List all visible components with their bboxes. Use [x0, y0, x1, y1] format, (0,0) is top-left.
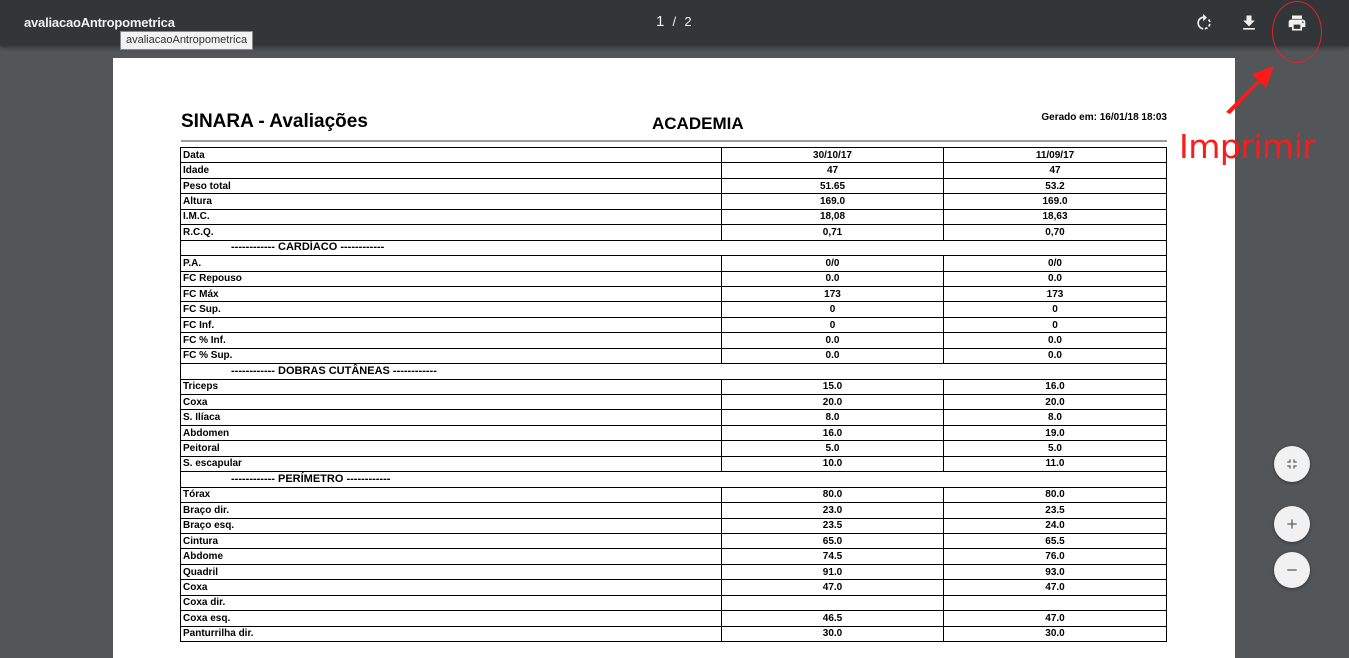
table-row	[181, 533, 1167, 548]
value-cell-2: 30.0	[944, 626, 1167, 641]
value-cell-1: 51.65	[722, 178, 944, 193]
value-cell-2: 0/0	[944, 256, 1167, 271]
row-label: Peso total	[181, 178, 722, 193]
page-separator: /	[672, 14, 677, 29]
value-cell-2: 47.0	[944, 580, 1167, 595]
zoom-in-button[interactable]	[1274, 506, 1310, 542]
value-cell-2: 11/09/17	[944, 148, 1167, 163]
assessment-table	[180, 147, 1167, 642]
fit-to-page-icon	[1284, 456, 1300, 472]
value-cell-2: 47.0	[944, 611, 1167, 626]
value-cell-2: 0.0	[944, 333, 1167, 348]
annotation-arrow-icon	[1222, 62, 1277, 117]
table-row	[181, 441, 1167, 456]
value-cell-1: 30/10/17	[722, 148, 944, 163]
rotate-button[interactable]	[1191, 10, 1217, 36]
value-cell-1: 74.5	[722, 549, 944, 564]
download-button[interactable]	[1236, 10, 1262, 36]
value-cell-1: 10.0	[722, 456, 944, 471]
value-cell-2: 65.5	[944, 533, 1167, 548]
value-cell-1: 23.5	[722, 518, 944, 533]
page-counter	[656, 13, 692, 30]
row-label: Panturrilha dir.	[181, 626, 722, 641]
value-cell-1: 15.0	[722, 379, 944, 394]
table-row	[181, 595, 1167, 610]
zoom-out-button[interactable]	[1274, 552, 1310, 588]
value-cell-1: 0/0	[722, 256, 944, 271]
row-label: Tórax	[181, 487, 722, 502]
row-label: Braço esq.	[181, 518, 722, 533]
table-row	[181, 348, 1167, 363]
value-cell-1: 80.0	[722, 487, 944, 502]
value-cell-1: 30.0	[722, 626, 944, 641]
value-cell-2: 0,70	[944, 225, 1167, 240]
table-row	[181, 256, 1167, 271]
value-cell-1: 0	[722, 317, 944, 332]
value-cell-2: 24.0	[944, 518, 1167, 533]
row-label: P.A.	[181, 256, 722, 271]
table-row	[181, 317, 1167, 332]
annotation-label: Imprimir	[1179, 127, 1316, 166]
report-academy: ACADEMIA	[652, 114, 744, 133]
row-label: FC Máx	[181, 286, 722, 301]
row-label: Data	[181, 148, 722, 163]
row-label: FC % Inf.	[181, 333, 722, 348]
title-tooltip: avaliacaoAntropometrica	[120, 31, 253, 50]
value-cell-2: 11.0	[944, 456, 1167, 471]
value-cell-2: 53.2	[944, 178, 1167, 193]
row-label: FC Sup.	[181, 302, 722, 317]
row-label: S. escapular	[181, 456, 722, 471]
value-cell-1: 20.0	[722, 395, 944, 410]
table-row	[181, 611, 1167, 626]
value-cell-2: 18,63	[944, 209, 1167, 224]
row-label: FC Repouso	[181, 271, 722, 286]
value-cell-1: 91.0	[722, 564, 944, 579]
section-row	[181, 472, 1167, 487]
report-title: SINARA - Avaliações	[181, 111, 368, 132]
table-row	[181, 302, 1167, 317]
section-heading: ------------ CARDÍACO ------------	[181, 240, 1167, 255]
value-cell-1: 23.0	[722, 503, 944, 518]
table-row	[181, 549, 1167, 564]
table-row	[181, 425, 1167, 440]
table-row	[181, 178, 1167, 193]
value-cell-1: 46.5	[722, 611, 944, 626]
value-cell-2: 0	[944, 302, 1167, 317]
table-row	[181, 456, 1167, 471]
table-row	[181, 148, 1167, 163]
value-cell-2: 93.0	[944, 564, 1167, 579]
current-page-number[interactable]: 1	[656, 13, 665, 30]
value-cell-2: 0.0	[944, 348, 1167, 363]
document-title: avaliacaoAntropometrica	[24, 15, 175, 30]
row-label: FC % Sup.	[181, 348, 722, 363]
table-row	[181, 271, 1167, 286]
annotation-circle	[1272, 1, 1322, 63]
value-cell-1: 0,71	[722, 225, 944, 240]
fit-to-page-button[interactable]	[1274, 446, 1310, 482]
value-cell-2: 20.0	[944, 395, 1167, 410]
row-label: Quadril	[181, 564, 722, 579]
section-heading: ------------ DOBRAS CUTÂNEAS ------------	[181, 364, 1167, 379]
row-label: Coxa	[181, 580, 722, 595]
row-label: Abdomen	[181, 425, 722, 440]
value-cell-1: 0.0	[722, 348, 944, 363]
row-label: Idade	[181, 163, 722, 178]
value-cell-1: 47.0	[722, 580, 944, 595]
value-cell-2: 169.0	[944, 194, 1167, 209]
value-cell-1: 173	[722, 286, 944, 301]
table-row	[181, 564, 1167, 579]
row-label: FC Inf.	[181, 317, 722, 332]
report-header	[181, 108, 1167, 142]
row-label: Coxa	[181, 395, 722, 410]
section-row	[181, 240, 1167, 255]
value-cell-2: 0.0	[944, 271, 1167, 286]
row-label: Coxa dir.	[181, 595, 722, 610]
value-cell-1: 18,08	[722, 209, 944, 224]
row-label: Peitoral	[181, 441, 722, 456]
value-cell-2	[944, 595, 1167, 610]
total-pages: 2	[684, 14, 692, 29]
section-heading: ------------ PERÍMETRO ------------	[181, 472, 1167, 487]
value-cell-1: 0.0	[722, 271, 944, 286]
table-row	[181, 487, 1167, 502]
value-cell-1: 8.0	[722, 410, 944, 425]
table-row	[181, 333, 1167, 348]
section-row	[181, 364, 1167, 379]
table-row	[181, 410, 1167, 425]
value-cell-1: 65.0	[722, 533, 944, 548]
value-cell-2: 47	[944, 163, 1167, 178]
row-label: Cintura	[181, 533, 722, 548]
value-cell-2: 23.5	[944, 503, 1167, 518]
download-icon	[1239, 13, 1259, 33]
value-cell-2: 76.0	[944, 549, 1167, 564]
report-generated-date: Gerado em: 16/01/18 18:03	[1041, 112, 1167, 123]
value-cell-1	[722, 595, 944, 610]
table-row	[181, 163, 1167, 178]
value-cell-2: 5.0	[944, 441, 1167, 456]
table-row	[181, 518, 1167, 533]
row-label: S. Ilíaca	[181, 410, 722, 425]
zoom-in-icon	[1284, 516, 1300, 532]
row-label: Triceps	[181, 379, 722, 394]
value-cell-2: 19.0	[944, 425, 1167, 440]
value-cell-2: 80.0	[944, 487, 1167, 502]
rotate-icon	[1194, 13, 1214, 33]
value-cell-2: 0	[944, 317, 1167, 332]
value-cell-2: 16.0	[944, 379, 1167, 394]
value-cell-1: 0.0	[722, 333, 944, 348]
table-row	[181, 379, 1167, 394]
value-cell-2: 173	[944, 286, 1167, 301]
row-label: Braço dir.	[181, 503, 722, 518]
row-label: Abdome	[181, 549, 722, 564]
row-label: R.C.Q.	[181, 225, 722, 240]
row-label: I.M.C.	[181, 209, 722, 224]
value-cell-1: 169.0	[722, 194, 944, 209]
table-row	[181, 225, 1167, 240]
value-cell-1: 5.0	[722, 441, 944, 456]
row-label: Altura	[181, 194, 722, 209]
table-row	[181, 209, 1167, 224]
pdf-page	[113, 58, 1235, 658]
table-row	[181, 503, 1167, 518]
value-cell-2: 8.0	[944, 410, 1167, 425]
table-row	[181, 395, 1167, 410]
table-row	[181, 580, 1167, 595]
table-row	[181, 194, 1167, 209]
table-row	[181, 286, 1167, 301]
value-cell-1: 0	[722, 302, 944, 317]
value-cell-1: 16.0	[722, 425, 944, 440]
row-label: Coxa esq.	[181, 611, 722, 626]
zoom-out-icon	[1284, 562, 1300, 578]
value-cell-1: 47	[722, 163, 944, 178]
